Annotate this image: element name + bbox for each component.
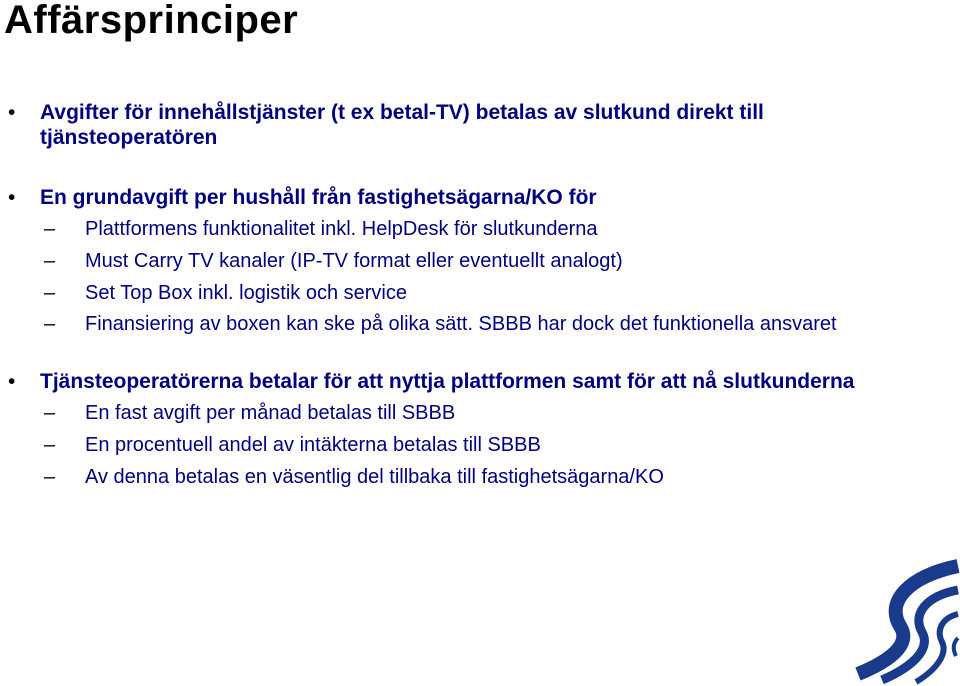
- sub-text: Must Carry TV kanaler (IP-TV format eller eventuellt analogt): [85, 250, 623, 272]
- sub-item: [0, 280, 900, 306]
- sub-text: En procentuell andel av intäkterna betalas till SBBB: [85, 434, 541, 456]
- sub-text: En fast avgift per månad betalas till SBBB: [85, 402, 456, 424]
- bullet-item: [0, 100, 900, 150]
- sub-item: [0, 216, 900, 242]
- bullet-marker: •: [8, 101, 16, 124]
- company-logo-icon: [830, 556, 960, 686]
- bullet-item: [0, 369, 900, 394]
- sub-item: [0, 400, 900, 426]
- dash-marker: –: [44, 313, 56, 335]
- slide-title: Affärsprinciper: [4, 0, 299, 42]
- dash-marker: –: [44, 402, 56, 424]
- bullet-marker: •: [8, 186, 16, 209]
- sub-item: [0, 432, 900, 458]
- bullet-marker: •: [8, 370, 16, 393]
- dash-marker: –: [44, 218, 56, 240]
- slide-content: [0, 100, 900, 490]
- sub-item: [0, 464, 900, 490]
- sub-item: [0, 248, 900, 274]
- dash-marker: –: [44, 250, 56, 272]
- sub-text: Av denna betalas en väsentlig del tillbaka till fastighetsägarna/KO: [85, 466, 664, 488]
- sub-text: Plattformens funktionalitet inkl. HelpDesk för slutkunderna: [85, 218, 598, 240]
- bullet-text: Tjänsteoperatörerna betalar för att nyttja plattformen samt för att nå slutkunderna: [40, 370, 855, 393]
- bullet-text: Avgifter för innehållstjänster (t ex betal-TV) betalas av slutkund direkt till tjänsteoperatören: [40, 101, 764, 149]
- bullet-item: [0, 185, 900, 210]
- bullet-text: En grundavgift per hushåll från fastighetsägarna/KO för: [40, 186, 597, 209]
- sub-item: [0, 312, 900, 337]
- dash-marker: –: [44, 466, 56, 488]
- dash-marker: –: [44, 282, 56, 304]
- sub-text: Finansiering av boxen kan ske på olika sätt. SBBB har dock det funktionella ansvaret: [85, 313, 837, 335]
- dash-marker: –: [44, 434, 56, 456]
- sub-text: Set Top Box inkl. logistik och service: [85, 282, 408, 304]
